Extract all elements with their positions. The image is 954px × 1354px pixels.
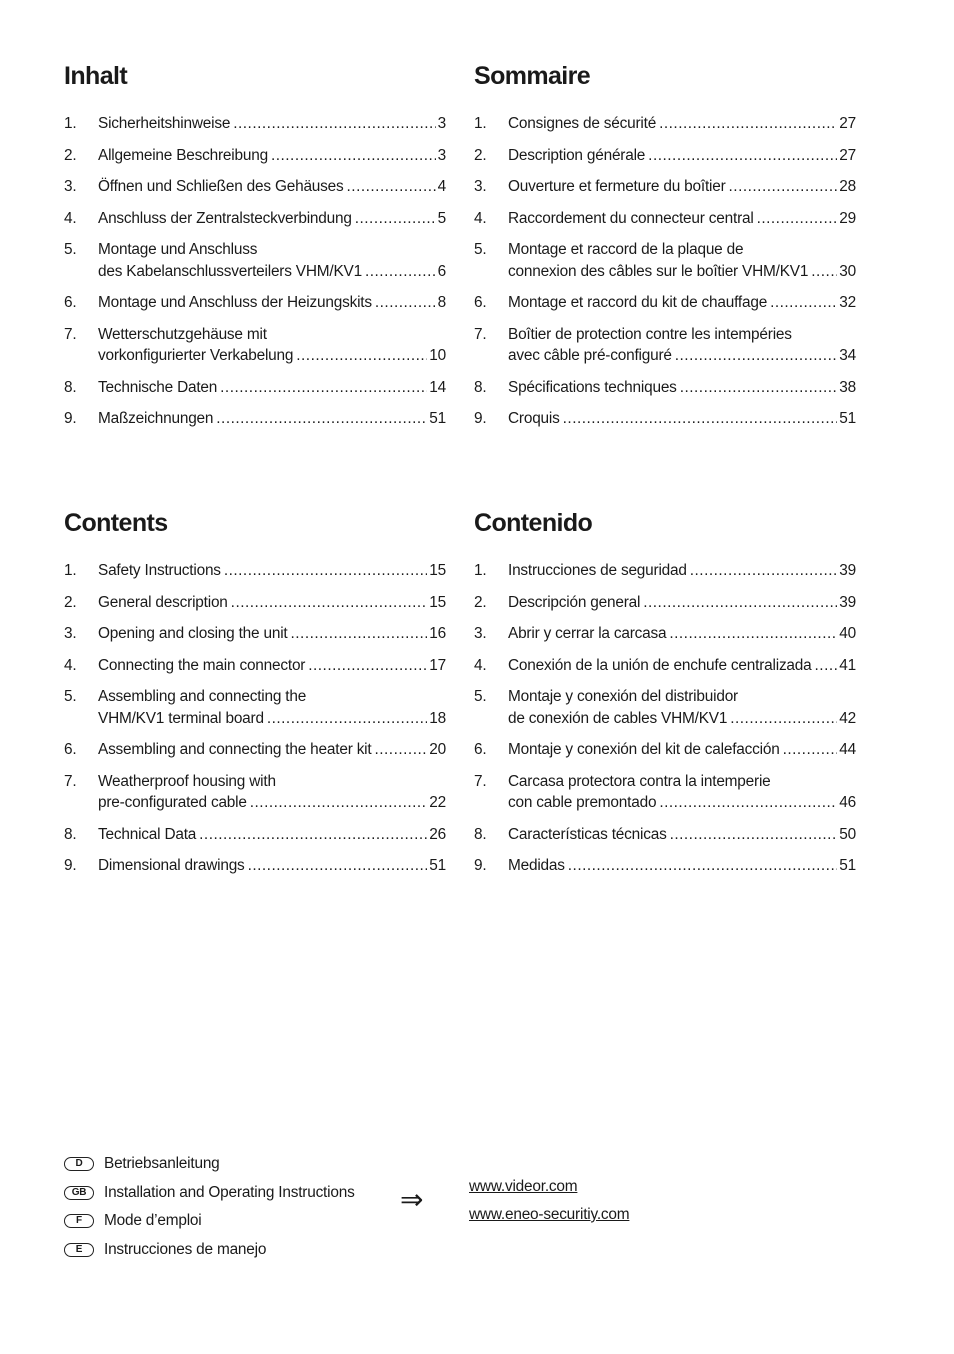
entry-number: 6. — [474, 294, 487, 311]
page-number: 22 — [429, 794, 446, 811]
entry-number: 5. — [474, 241, 487, 258]
entry-text: Montaje y conexión del distribuidor — [508, 688, 738, 705]
page-number: 34 — [839, 347, 856, 364]
entry-number: 8. — [474, 378, 487, 396]
dot-leader — [308, 655, 427, 677]
entry-text: Weatherproof housing with — [98, 772, 276, 790]
entry-text: Raccordement du connecteur central — [508, 209, 754, 227]
entry-number: 9. — [474, 410, 487, 427]
dot-leader — [690, 560, 838, 582]
dot-leader — [224, 560, 427, 582]
dot-leader — [770, 292, 837, 314]
dot-leader — [563, 408, 838, 430]
language-list — [64, 1150, 355, 1264]
entry-text: Montage und Anschluss der Heizungskits — [98, 294, 372, 311]
dot-leader — [757, 208, 838, 230]
section-title: Contents — [64, 509, 168, 537]
entry-text: Maßzeichnungen — [98, 410, 214, 427]
toc-entry — [474, 686, 856, 729]
entry-number: 5. — [64, 688, 77, 705]
entry-number: 8. — [64, 378, 77, 396]
page-number: 15 — [429, 593, 446, 611]
section-title: Sommaire — [474, 62, 591, 90]
toc-entry — [474, 408, 856, 430]
toc-entry — [474, 208, 856, 230]
page-number: 4 — [437, 178, 446, 195]
page-number: 26 — [429, 825, 446, 843]
entry-text: VHM/KV1 terminal board — [98, 709, 264, 727]
entry-text: Medidas — [508, 857, 565, 874]
page-number: 27 — [839, 115, 856, 132]
entry-text: con cable premontado — [508, 794, 657, 811]
dot-leader — [659, 792, 837, 814]
toc-entry — [64, 686, 446, 729]
entry-text: Boîtier de protection contre les intempéries — [508, 325, 792, 343]
entry-text: Descripción general — [508, 593, 641, 611]
dot-leader — [675, 345, 838, 367]
page-number: 6 — [437, 262, 446, 280]
dot-leader — [199, 824, 427, 846]
website-links — [469, 1175, 629, 1231]
page-number: 8 — [437, 294, 446, 311]
entry-text: pre-configurated cable — [98, 794, 247, 811]
section-title: Contenido — [474, 509, 593, 537]
entry-text: Abrir y cerrar la carcasa — [508, 625, 667, 642]
toc-entry — [474, 176, 856, 198]
page-number: 51 — [429, 410, 446, 427]
dot-leader — [815, 655, 838, 677]
entry-number: 8. — [64, 825, 77, 843]
toc-entry — [64, 145, 446, 167]
section-title: Inhalt — [64, 62, 128, 90]
entry-text: Allgemeine Beschreibung — [98, 146, 268, 164]
page-number: 28 — [839, 178, 856, 195]
page-number: 51 — [429, 857, 446, 874]
toc-entry — [64, 239, 446, 282]
toc-entry — [64, 324, 446, 367]
entry-number: 4. — [64, 656, 77, 674]
page-number: 30 — [839, 262, 856, 280]
language-item — [64, 1179, 355, 1208]
dot-leader — [568, 855, 837, 877]
entry-number: 4. — [474, 656, 487, 674]
entry-text: Spécifications techniques — [508, 378, 677, 396]
page-number: 41 — [839, 656, 856, 674]
entry-text: Instrucciones de seguridad — [508, 562, 687, 579]
entry-text: des Kabelanschlussverteilers VHM/KV1 — [98, 262, 362, 280]
dot-leader — [355, 208, 436, 230]
toc-entry — [64, 739, 446, 761]
page-number: 46 — [839, 794, 856, 811]
videor-link[interactable]: www.videor.com — [469, 1178, 578, 1195]
page-number: 29 — [839, 209, 856, 227]
dot-leader — [730, 708, 837, 730]
page-number: 44 — [839, 741, 856, 758]
entry-text: Montage und Anschluss — [98, 241, 258, 258]
language-code-badge: GB — [64, 1186, 94, 1200]
entry-text: Montage et raccord de la plaque de — [508, 241, 744, 258]
toc-list — [474, 113, 856, 430]
entry-number: 2. — [64, 593, 77, 611]
toc-entry — [64, 408, 446, 430]
dot-leader — [216, 408, 427, 430]
toc-entry — [64, 292, 446, 314]
toc-entry — [64, 623, 446, 645]
page-number: 42 — [839, 709, 856, 727]
language-item — [64, 1207, 355, 1236]
entry-text: Opening and closing the unit — [98, 625, 288, 642]
page-number: 32 — [839, 294, 856, 311]
toc-entry — [474, 292, 856, 314]
dot-leader — [811, 261, 837, 283]
entry-number: 3. — [474, 625, 487, 642]
toc-sommaire — [474, 61, 856, 440]
entry-text: Assembling and connecting the — [98, 688, 307, 705]
dot-leader — [648, 145, 837, 167]
page-number: 15 — [429, 562, 446, 579]
page-number: 51 — [839, 410, 856, 427]
entry-text: Sicherheitshinweise — [98, 115, 231, 132]
toc-entry — [474, 655, 856, 677]
dot-leader — [233, 113, 435, 135]
dot-leader — [375, 292, 436, 314]
dot-leader — [291, 623, 428, 645]
dot-leader — [374, 739, 427, 761]
language-item — [64, 1150, 355, 1179]
entry-number: 5. — [474, 688, 487, 705]
entry-number: 2. — [474, 593, 487, 611]
toc-entry — [474, 771, 856, 814]
entry-text: Technical Data — [98, 825, 197, 843]
dot-leader — [250, 792, 428, 814]
entry-number: 9. — [474, 857, 487, 874]
entry-text: Consignes de sécurité — [508, 115, 657, 132]
page-number: 40 — [839, 625, 856, 642]
entry-text: Öffnen und Schließen des Gehäuses — [98, 178, 344, 195]
page-number: 39 — [839, 562, 856, 579]
language-code-badge: E — [64, 1243, 94, 1257]
page-number: 16 — [429, 625, 446, 642]
dot-leader — [231, 592, 428, 614]
toc-entry — [64, 592, 446, 614]
entry-number: 1. — [64, 562, 77, 579]
dot-leader — [347, 176, 436, 198]
entry-number: 9. — [64, 857, 77, 874]
page-number: 20 — [429, 741, 446, 758]
page-number: 51 — [839, 857, 856, 874]
entry-text: Wetterschutzgehäuse mit — [98, 325, 267, 343]
entry-number: 1. — [474, 115, 487, 132]
entry-number: 5. — [64, 241, 77, 258]
dot-leader — [296, 345, 427, 367]
page-number: 39 — [839, 593, 856, 611]
entry-number: 1. — [474, 562, 487, 579]
toc-entry — [474, 592, 856, 614]
toc-entry — [64, 560, 446, 582]
page-number: 3 — [437, 146, 446, 164]
entry-number: 3. — [64, 178, 77, 195]
entry-text: Description générale — [508, 146, 646, 164]
entry-text: Safety Instructions — [98, 562, 221, 579]
toc-inhalt — [64, 61, 446, 440]
language-label: Betriebsanleitung — [104, 1155, 220, 1173]
toc-entry — [64, 208, 446, 230]
entry-text: Croquis — [508, 410, 560, 427]
entry-number: 3. — [474, 178, 487, 195]
page-number: 50 — [839, 825, 856, 843]
dot-leader — [267, 708, 427, 730]
entry-text: connexion des câbles sur le boîtier VHM/KV1 — [508, 262, 809, 280]
toc-entry — [64, 176, 446, 198]
dot-leader — [783, 739, 838, 761]
entry-number: 2. — [64, 146, 77, 164]
toc-entry — [64, 655, 446, 677]
toc-entry — [474, 113, 856, 135]
entry-text: Características técnicas — [508, 825, 667, 843]
entry-text: Montage et raccord du kit de chauffage — [508, 294, 768, 311]
toc-list — [64, 113, 446, 430]
dot-leader — [729, 176, 838, 198]
toc-entry — [474, 377, 856, 399]
toc-entry — [64, 113, 446, 135]
entry-text: Dimensional drawings — [98, 857, 245, 874]
toc-entry — [474, 739, 856, 761]
entry-number: 7. — [64, 325, 77, 343]
eneo-link[interactable]: www.eneo-securitiy.com — [469, 1206, 630, 1223]
toc-contents — [64, 508, 446, 887]
entry-number: 4. — [64, 209, 77, 227]
entry-text: Ouverture et fermeture du boîtier — [508, 178, 726, 195]
entry-number: 1. — [64, 115, 77, 132]
page-number: 18 — [429, 709, 446, 727]
dot-leader — [271, 145, 436, 167]
entry-number: 6. — [64, 294, 77, 311]
toc-contenido — [474, 508, 856, 887]
entry-number: 9. — [64, 410, 77, 427]
language-label: Mode d’emploi — [104, 1212, 202, 1230]
entry-text: Anschluss der Zentralsteckverbindung — [98, 209, 352, 227]
entry-text: de conexión de cables VHM/KV1 — [508, 709, 728, 727]
toc-entry — [64, 824, 446, 846]
dot-leader — [670, 824, 838, 846]
right-arrow-icon: ⇒ — [400, 1184, 424, 1215]
toc-entry — [474, 824, 856, 846]
page-number: 10 — [429, 347, 446, 364]
toc-entry — [474, 855, 856, 877]
entry-text: General description — [98, 593, 228, 611]
toc-entry — [64, 377, 446, 399]
entry-text: Conexión de la unión de enchufe centralizada — [508, 656, 812, 674]
entry-number: 7. — [474, 325, 487, 343]
entry-number: 8. — [474, 825, 487, 843]
entry-text: Carcasa protectora contra la intemperie — [508, 772, 771, 790]
dot-leader — [659, 113, 837, 135]
dot-leader — [248, 855, 428, 877]
entry-text: Montaje y conexión del kit de calefacción — [508, 741, 780, 758]
language-code-badge: D — [64, 1157, 94, 1171]
toc-entry — [474, 239, 856, 282]
toc-entry — [64, 855, 446, 877]
page-number: 17 — [429, 656, 446, 674]
entry-number: 2. — [474, 146, 487, 164]
toc-entry — [474, 560, 856, 582]
entry-number: 7. — [64, 772, 77, 790]
dot-leader — [365, 261, 436, 283]
toc-entry — [474, 324, 856, 367]
entry-text: Technische Daten — [98, 378, 218, 396]
page-number: 38 — [839, 378, 856, 396]
entry-number: 4. — [474, 209, 487, 227]
entry-text: Assembling and connecting the heater kit — [98, 741, 372, 758]
toc-entry — [474, 623, 856, 645]
page-number: 27 — [839, 146, 856, 164]
language-label: Instrucciones de manejo — [104, 1240, 267, 1258]
dot-leader — [680, 377, 838, 399]
toc-list — [474, 560, 856, 877]
toc-entry — [474, 145, 856, 167]
entry-number: 6. — [64, 741, 77, 758]
toc-list — [64, 560, 446, 877]
language-label: Installation and Operating Instructions — [104, 1183, 355, 1201]
entry-text: Connecting the main connector — [98, 656, 306, 674]
entry-number: 3. — [64, 625, 77, 642]
dot-leader — [669, 623, 837, 645]
entry-number: 6. — [474, 741, 487, 758]
language-code-badge: F — [64, 1214, 94, 1228]
page-number: 5 — [437, 209, 446, 227]
dot-leader — [220, 377, 427, 399]
page-number: 14 — [429, 378, 446, 396]
entry-number: 7. — [474, 772, 487, 790]
language-item — [64, 1236, 355, 1265]
entry-text: vorkonfigurierter Verkabelung — [98, 347, 294, 364]
dot-leader — [643, 592, 837, 614]
toc-entry — [64, 771, 446, 814]
entry-text: avec câble pré-configuré — [508, 347, 672, 364]
page-number: 3 — [437, 115, 446, 132]
